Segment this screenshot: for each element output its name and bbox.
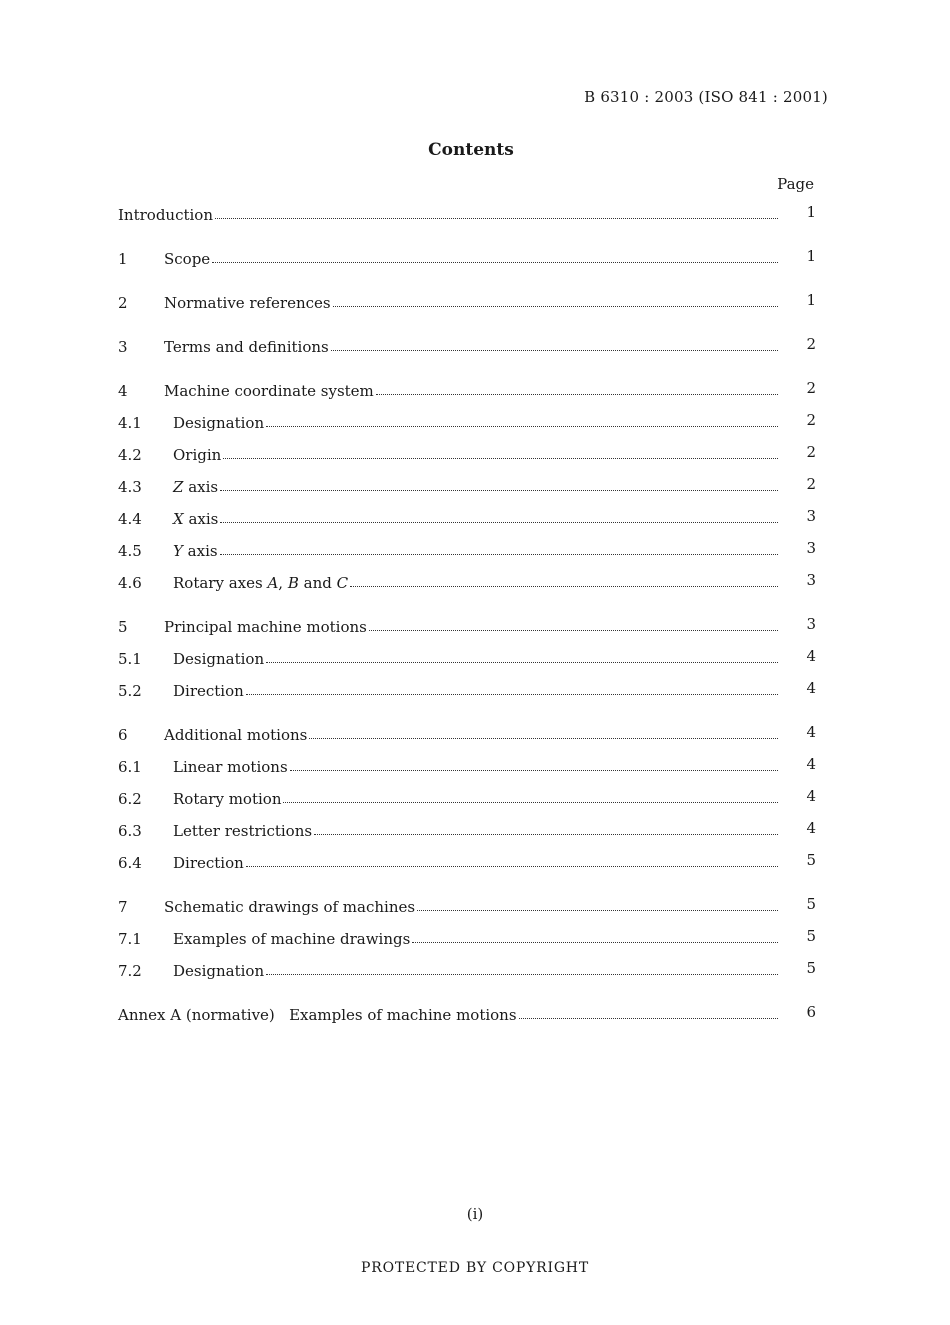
- toc-entry[interactable]: [118, 720, 816, 744]
- page-column-header: Page: [777, 175, 814, 193]
- dot-leader: [223, 458, 778, 459]
- dot-leader: [369, 630, 778, 631]
- dot-leader: [283, 802, 778, 803]
- toc-entry[interactable]: [118, 504, 816, 528]
- dot-leader: [220, 522, 778, 523]
- dot-leader: [266, 974, 778, 975]
- dot-leader: [333, 306, 778, 307]
- toc-entry-title: Designation: [173, 962, 265, 980]
- toc-entry-title: Examples of machine drawings: [173, 930, 411, 948]
- toc-entry-page: 2: [806, 411, 816, 429]
- toc-entry-number: 4.4: [118, 510, 142, 528]
- dot-leader: [215, 218, 778, 219]
- toc-entry-title: Direction: [173, 682, 244, 700]
- toc-entry[interactable]: [118, 892, 816, 916]
- toc-entry[interactable]: [118, 956, 816, 980]
- copyright-notice: PROTECTED BY COPYRIGHT: [361, 1260, 589, 1276]
- toc-entry[interactable]: [118, 568, 816, 592]
- toc-entry-title: Direction: [173, 854, 244, 872]
- toc-entry-number: 4.5: [118, 542, 142, 560]
- toc-entry-title: Rotary axes A, B and C: [173, 574, 349, 592]
- toc-entry-page: 4: [806, 723, 816, 741]
- toc-entry-page: 3: [806, 615, 816, 633]
- toc-entry-number: 3: [118, 338, 128, 356]
- page-number: (i): [466, 1205, 484, 1223]
- toc-entry[interactable]: [118, 644, 816, 668]
- toc-entry[interactable]: [118, 924, 816, 948]
- dot-leader: [331, 350, 778, 351]
- toc-entry-number: 4.2: [118, 446, 142, 464]
- toc-entry-page: 2: [806, 443, 816, 461]
- toc-entry-number: 6.3: [118, 822, 142, 840]
- toc-entry-page: 2: [806, 335, 816, 353]
- dot-leader: [412, 942, 778, 943]
- dot-leader: [417, 910, 778, 911]
- toc-entry-page: 1: [806, 291, 816, 309]
- toc-entry-number: 4: [118, 382, 128, 400]
- dot-leader: [314, 834, 778, 835]
- toc-entry-page: 6: [806, 1003, 816, 1021]
- toc-entry[interactable]: [118, 848, 816, 872]
- toc-entry-title: Principal machine motions: [164, 618, 367, 636]
- toc-entry-title: Linear motions: [173, 758, 288, 776]
- toc-entry-title: Letter restrictions: [173, 822, 313, 840]
- toc-entry-page: 3: [806, 571, 816, 589]
- toc-entry-page: 5: [806, 959, 816, 977]
- toc-entry-page: 3: [806, 507, 816, 525]
- toc-entry-title: Designation: [173, 650, 265, 668]
- toc-entry[interactable]: [118, 472, 816, 496]
- toc-entry-title: Scope: [164, 250, 211, 268]
- toc-entry-title: Annex A (normative) Examples of machine motions: [118, 1006, 517, 1024]
- toc-entry[interactable]: [118, 408, 816, 432]
- toc-entry-page: 5: [806, 927, 816, 945]
- toc-entry-number: 7.1: [118, 930, 142, 948]
- toc-entry-number: 5: [118, 618, 128, 636]
- toc-entry-title: Normative references: [164, 294, 331, 312]
- dot-leader: [212, 262, 778, 263]
- toc-entry-number: 7.2: [118, 962, 142, 980]
- toc-entry-title: Schematic drawings of machines: [164, 898, 416, 916]
- toc-entry[interactable]: [118, 784, 816, 808]
- toc-entry-number: 7: [118, 898, 128, 916]
- toc-entry-title: Additional motions: [164, 726, 308, 744]
- toc-entry[interactable]: [118, 440, 816, 464]
- toc-entry[interactable]: [118, 288, 816, 312]
- toc-entry-number: 2: [118, 294, 128, 312]
- toc-entry[interactable]: [118, 332, 816, 356]
- toc-entry-title: Origin: [173, 446, 222, 464]
- dot-leader: [220, 554, 778, 555]
- toc-entry[interactable]: [118, 816, 816, 840]
- dot-leader: [266, 426, 778, 427]
- toc-entry-number: 6.4: [118, 854, 142, 872]
- dot-leader: [290, 770, 778, 771]
- toc-entry-title: Machine coordinate system: [164, 382, 374, 400]
- toc-entry-title: Y axis: [173, 542, 218, 560]
- toc-entry-page: 1: [806, 203, 816, 221]
- toc-entry[interactable]: [118, 752, 816, 776]
- document-identifier: B 6310 : 2003 (ISO 841 : 2001): [584, 88, 828, 106]
- toc-entry-number: 6.2: [118, 790, 142, 808]
- toc-entry-number: 4.6: [118, 574, 142, 592]
- toc-entry-page: 4: [806, 755, 816, 773]
- toc-entry-number: 4.3: [118, 478, 142, 496]
- dot-leader: [376, 394, 778, 395]
- toc-entry-page: 4: [806, 679, 816, 697]
- toc-entry-title: Designation: [173, 414, 265, 432]
- toc-entry-number: 6: [118, 726, 128, 744]
- toc-entry-title: Terms and definitions: [164, 338, 329, 356]
- toc-entry-page: 3: [806, 539, 816, 557]
- toc-entry[interactable]: [118, 376, 816, 400]
- toc-entry-page: 1: [806, 247, 816, 265]
- dot-leader: [350, 586, 778, 587]
- page-title: Contents: [428, 140, 514, 160]
- toc-entry-number: 6.1: [118, 758, 142, 776]
- dot-leader: [220, 490, 778, 491]
- toc-entry-title: Z axis: [173, 478, 219, 496]
- dot-leader: [519, 1018, 778, 1019]
- toc-entry-page: 4: [806, 819, 816, 837]
- toc-entry[interactable]: [118, 200, 816, 224]
- dot-leader: [246, 866, 778, 867]
- toc-entry-number: 5.1: [118, 650, 142, 668]
- toc-entry[interactable]: [118, 676, 816, 700]
- toc-entry-title: Rotary motion: [173, 790, 282, 808]
- toc-entry[interactable]: [118, 536, 816, 560]
- toc-entry[interactable]: [118, 1000, 816, 1024]
- toc-entry-page: 2: [806, 379, 816, 397]
- toc-entry-page: 4: [806, 787, 816, 805]
- dot-leader: [309, 738, 778, 739]
- toc-entry-title: X axis: [173, 510, 219, 528]
- toc-entry-title: Introduction: [118, 206, 213, 224]
- dot-leader: [266, 662, 778, 663]
- toc-entry-number: 4.1: [118, 414, 142, 432]
- toc-entry-number: 5.2: [118, 682, 142, 700]
- toc-entry[interactable]: [118, 612, 816, 636]
- toc-entry-page: 2: [806, 475, 816, 493]
- toc-entry-number: 1: [118, 250, 128, 268]
- toc-entry-page: 5: [806, 895, 816, 913]
- dot-leader: [246, 694, 778, 695]
- toc-entry[interactable]: [118, 244, 816, 268]
- toc-entry-page: 5: [806, 851, 816, 869]
- toc-entry-page: 4: [806, 647, 816, 665]
